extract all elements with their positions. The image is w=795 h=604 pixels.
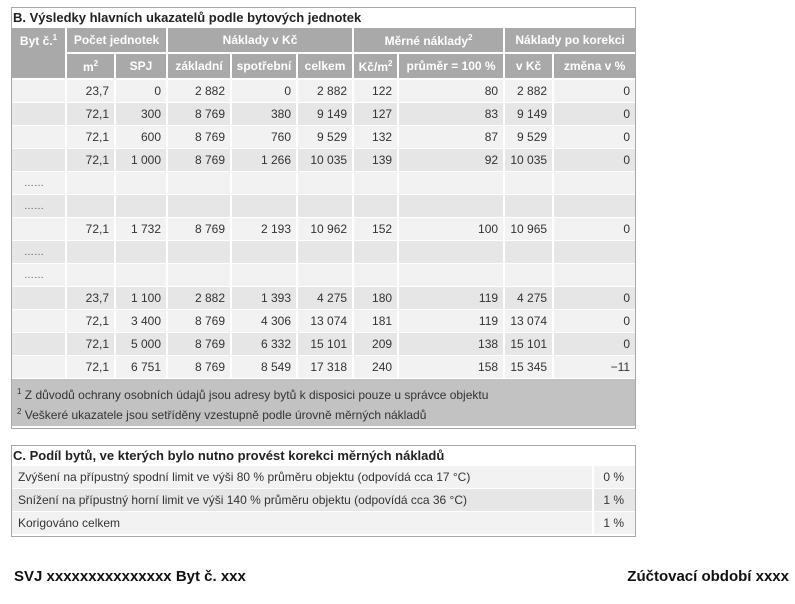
cell-spj xyxy=(115,241,167,264)
cell-kc-m2 xyxy=(353,241,398,264)
cell-zakladni xyxy=(167,264,231,287)
cell-zakladni: 2 882 xyxy=(167,79,231,103)
cell-byt xyxy=(12,79,66,103)
cell-spj: 1 100 xyxy=(115,287,167,310)
table-row xyxy=(12,241,635,264)
header-m2: $m^2$ xyxy=(66,53,115,79)
header-naklady: Náklady v Kč xyxy=(167,28,353,53)
cell-v-kc: 9 529 xyxy=(504,126,553,149)
footer-owner: SVJ xxxxxxxxxxxxxxx Byt č. xxx xyxy=(14,568,246,585)
cell-v-kc xyxy=(504,264,553,287)
cell-spj: 0 xyxy=(115,79,167,103)
cell-kc-m2: 180 xyxy=(353,287,398,310)
cell-v-kc xyxy=(504,172,553,195)
cell-spotrebni: 0 xyxy=(231,79,297,103)
cell-kc-m2: 209 xyxy=(353,333,398,356)
correction-row xyxy=(12,489,635,512)
table-row xyxy=(12,149,635,172)
table-row xyxy=(12,126,635,149)
cell-byt xyxy=(12,126,66,149)
header-kc-m2: $Kč/m^2$ xyxy=(353,53,398,79)
footnotes xyxy=(12,379,635,426)
table-row xyxy=(12,310,635,333)
cell-celkem xyxy=(297,172,353,195)
cell-prumer: 100 xyxy=(398,218,504,241)
results-table xyxy=(12,28,635,379)
cell-zakladni: 8 769 xyxy=(167,126,231,149)
cell-kc-m2 xyxy=(353,172,398,195)
cell-zmena xyxy=(553,241,635,264)
cell-celkem xyxy=(297,241,353,264)
cell-spj: 3 400 xyxy=(115,310,167,333)
cell-byt xyxy=(12,287,66,310)
cell-v-kc: 10 035 xyxy=(504,149,553,172)
cell-prumer: 92 xyxy=(398,149,504,172)
cell-spj: 1 000 xyxy=(115,149,167,172)
cell-prumer: 119 xyxy=(398,310,504,333)
cell-byt: …… xyxy=(12,264,66,287)
cell-byt xyxy=(12,333,66,356)
cell-zmena xyxy=(553,264,635,287)
cell-zakladni: 8 769 xyxy=(167,356,231,379)
cell-m2: 72,1 xyxy=(66,149,115,172)
cell-prumer: 138 xyxy=(398,333,504,356)
table-row xyxy=(12,103,635,126)
cell-zmena: −11 xyxy=(553,356,635,379)
cell-prumer: 83 xyxy=(398,103,504,126)
cell-zmena: 0 xyxy=(553,79,635,103)
cell-spj: 1 732 xyxy=(115,218,167,241)
cell-m2: 72,1 xyxy=(66,103,115,126)
cell-kc-m2: 181 xyxy=(353,310,398,333)
cell-zakladni: 8 769 xyxy=(167,310,231,333)
cell-v-kc: 13 074 xyxy=(504,310,553,333)
cell-spj xyxy=(115,264,167,287)
correction-value: 1 % xyxy=(593,489,635,512)
cell-zmena: 0 xyxy=(553,287,635,310)
cell-m2: 72,1 xyxy=(66,333,115,356)
cell-celkem: 9 149 xyxy=(297,103,353,126)
cell-zmena: 0 xyxy=(553,103,635,126)
cell-zmena: 0 xyxy=(553,310,635,333)
header-spotrebni: spotřební xyxy=(231,53,297,79)
cell-zmena xyxy=(553,195,635,218)
cell-zakladni: 2 882 xyxy=(167,287,231,310)
cell-spotrebni xyxy=(231,195,297,218)
cell-byt xyxy=(12,310,66,333)
header-merne-naklady: Měrné náklady$^2$ xyxy=(353,28,504,53)
footer-period: Zúčtovací období xxxx xyxy=(627,568,789,585)
cell-v-kc xyxy=(504,241,553,264)
cell-spj: 5 000 xyxy=(115,333,167,356)
cell-kc-m2 xyxy=(353,264,398,287)
footnote-2: $^2$ Veškeré ukazatele jsou setříděny vzestupně podle úrovně měrných nákladů xyxy=(17,407,427,422)
header-pocet-jednotek: Počet jednotek xyxy=(66,28,167,53)
cell-celkem xyxy=(297,195,353,218)
cell-celkem: 10 035 xyxy=(297,149,353,172)
cell-kc-m2: 127 xyxy=(353,103,398,126)
cell-kc-m2: 122 xyxy=(353,79,398,103)
cell-byt xyxy=(12,356,66,379)
cell-spotrebni xyxy=(231,172,297,195)
cell-spotrebni: 1 393 xyxy=(231,287,297,310)
cell-kc-m2: 139 xyxy=(353,149,398,172)
correction-value: 0 % xyxy=(593,466,635,489)
cell-byt xyxy=(12,149,66,172)
cell-kc-m2: 152 xyxy=(353,218,398,241)
table-row xyxy=(12,287,635,310)
cell-m2 xyxy=(66,195,115,218)
cell-spotrebni: 4 306 xyxy=(231,310,297,333)
header-celkem: celkem xyxy=(297,53,353,79)
cell-byt: …… xyxy=(12,241,66,264)
cell-byt: …… xyxy=(12,195,66,218)
cell-spj: 600 xyxy=(115,126,167,149)
cell-spj xyxy=(115,172,167,195)
cell-kc-m2: 240 xyxy=(353,356,398,379)
cell-spotrebni xyxy=(231,241,297,264)
cell-prumer xyxy=(398,195,504,218)
cell-zmena: 0 xyxy=(553,218,635,241)
cell-m2: 23,7 xyxy=(66,79,115,103)
cell-zakladni: 8 769 xyxy=(167,218,231,241)
correction-value: 1 % xyxy=(593,512,635,535)
section-b-panel xyxy=(11,7,636,429)
cell-byt xyxy=(12,103,66,126)
correction-label: Zvýšení na přípustný spodní limit ve výši 80 % průměru objektu (odpovídá cca 17 °C) xyxy=(12,466,593,489)
correction-label: Korigováno celkem xyxy=(12,512,593,535)
cell-prumer xyxy=(398,264,504,287)
section-c-panel xyxy=(11,445,636,537)
cell-spotrebni xyxy=(231,264,297,287)
cell-zakladni: 8 769 xyxy=(167,149,231,172)
cell-prumer: 158 xyxy=(398,356,504,379)
table-row xyxy=(12,333,635,356)
header-byt: Byt č.$^1$ xyxy=(12,28,66,79)
table-row xyxy=(12,172,635,195)
cell-celkem: 13 074 xyxy=(297,310,353,333)
section-b-title: B. Výsledky hlavních ukazatelů podle bytových jednotek xyxy=(13,10,362,25)
cell-zmena xyxy=(553,172,635,195)
cell-v-kc: 2 882 xyxy=(504,79,553,103)
cell-zmena: 0 xyxy=(553,126,635,149)
header-v-kc: v Kč xyxy=(504,53,553,79)
table-row xyxy=(12,356,635,379)
section-c-title: C. Podíl bytů, ve kterých bylo nutno provést korekci měrných nákladů xyxy=(13,448,445,463)
cell-spotrebni: 6 332 xyxy=(231,333,297,356)
cell-m2: 72,1 xyxy=(66,126,115,149)
cell-m2: 72,1 xyxy=(66,356,115,379)
cell-v-kc: 10 965 xyxy=(504,218,553,241)
cell-zakladni xyxy=(167,195,231,218)
cell-celkem: 9 529 xyxy=(297,126,353,149)
table-row xyxy=(12,79,635,103)
footnote-1: $^1$ Z důvodů ochrany osobních údajů jsou adresy bytů k disposici pouze u správce objektu xyxy=(17,387,489,402)
cell-v-kc: 4 275 xyxy=(504,287,553,310)
cell-m2: 72,1 xyxy=(66,310,115,333)
cell-prumer: 119 xyxy=(398,287,504,310)
cell-spj xyxy=(115,195,167,218)
cell-spotrebni: 380 xyxy=(231,103,297,126)
header-spj: SPJ xyxy=(115,53,167,79)
cell-m2 xyxy=(66,241,115,264)
cell-spotrebni: 2 193 xyxy=(231,218,297,241)
cell-byt xyxy=(12,218,66,241)
cell-prumer xyxy=(398,172,504,195)
table-row xyxy=(12,264,635,287)
cell-kc-m2: 132 xyxy=(353,126,398,149)
cell-celkem: 4 275 xyxy=(297,287,353,310)
cell-zakladni xyxy=(167,241,231,264)
cell-spj: 300 xyxy=(115,103,167,126)
correction-row xyxy=(12,466,635,489)
cell-kc-m2 xyxy=(353,195,398,218)
cell-zakladni: 8 769 xyxy=(167,103,231,126)
header-zakladni: základní xyxy=(167,53,231,79)
header-zmena: změna v % xyxy=(553,53,635,79)
header-naklady-po-korekci: Náklady po korekci xyxy=(504,28,635,53)
cell-celkem: 10 962 xyxy=(297,218,353,241)
header-prumer: průměr = 100 % xyxy=(398,53,504,79)
results-table-body xyxy=(12,79,635,379)
cell-spotrebni: 1 266 xyxy=(231,149,297,172)
cell-m2 xyxy=(66,172,115,195)
cell-zmena: 0 xyxy=(553,333,635,356)
cell-spj: 6 751 xyxy=(115,356,167,379)
cell-prumer: 80 xyxy=(398,79,504,103)
cell-v-kc: 15 345 xyxy=(504,356,553,379)
cell-celkem: 15 101 xyxy=(297,333,353,356)
cell-prumer xyxy=(398,241,504,264)
cell-m2: 23,7 xyxy=(66,287,115,310)
cell-celkem: 2 882 xyxy=(297,79,353,103)
cell-v-kc xyxy=(504,195,553,218)
table-row xyxy=(12,218,635,241)
cell-celkem xyxy=(297,264,353,287)
table-row xyxy=(12,195,635,218)
correction-table xyxy=(12,466,635,535)
correction-label: Snížení na přípustný horní limit ve výši 140 % průměru objektu (odpovídá cca 36 °C) xyxy=(12,489,593,512)
cell-prumer: 87 xyxy=(398,126,504,149)
cell-m2: 72,1 xyxy=(66,218,115,241)
cell-byt: …… xyxy=(12,172,66,195)
cell-zakladni: 8 769 xyxy=(167,333,231,356)
correction-row xyxy=(12,512,635,535)
cell-v-kc: 9 149 xyxy=(504,103,553,126)
cell-spotrebni: 8 549 xyxy=(231,356,297,379)
cell-zakladni xyxy=(167,172,231,195)
cell-v-kc: 15 101 xyxy=(504,333,553,356)
cell-spotrebni: 760 xyxy=(231,126,297,149)
cell-celkem: 17 318 xyxy=(297,356,353,379)
cell-m2 xyxy=(66,264,115,287)
cell-zmena: 0 xyxy=(553,149,635,172)
